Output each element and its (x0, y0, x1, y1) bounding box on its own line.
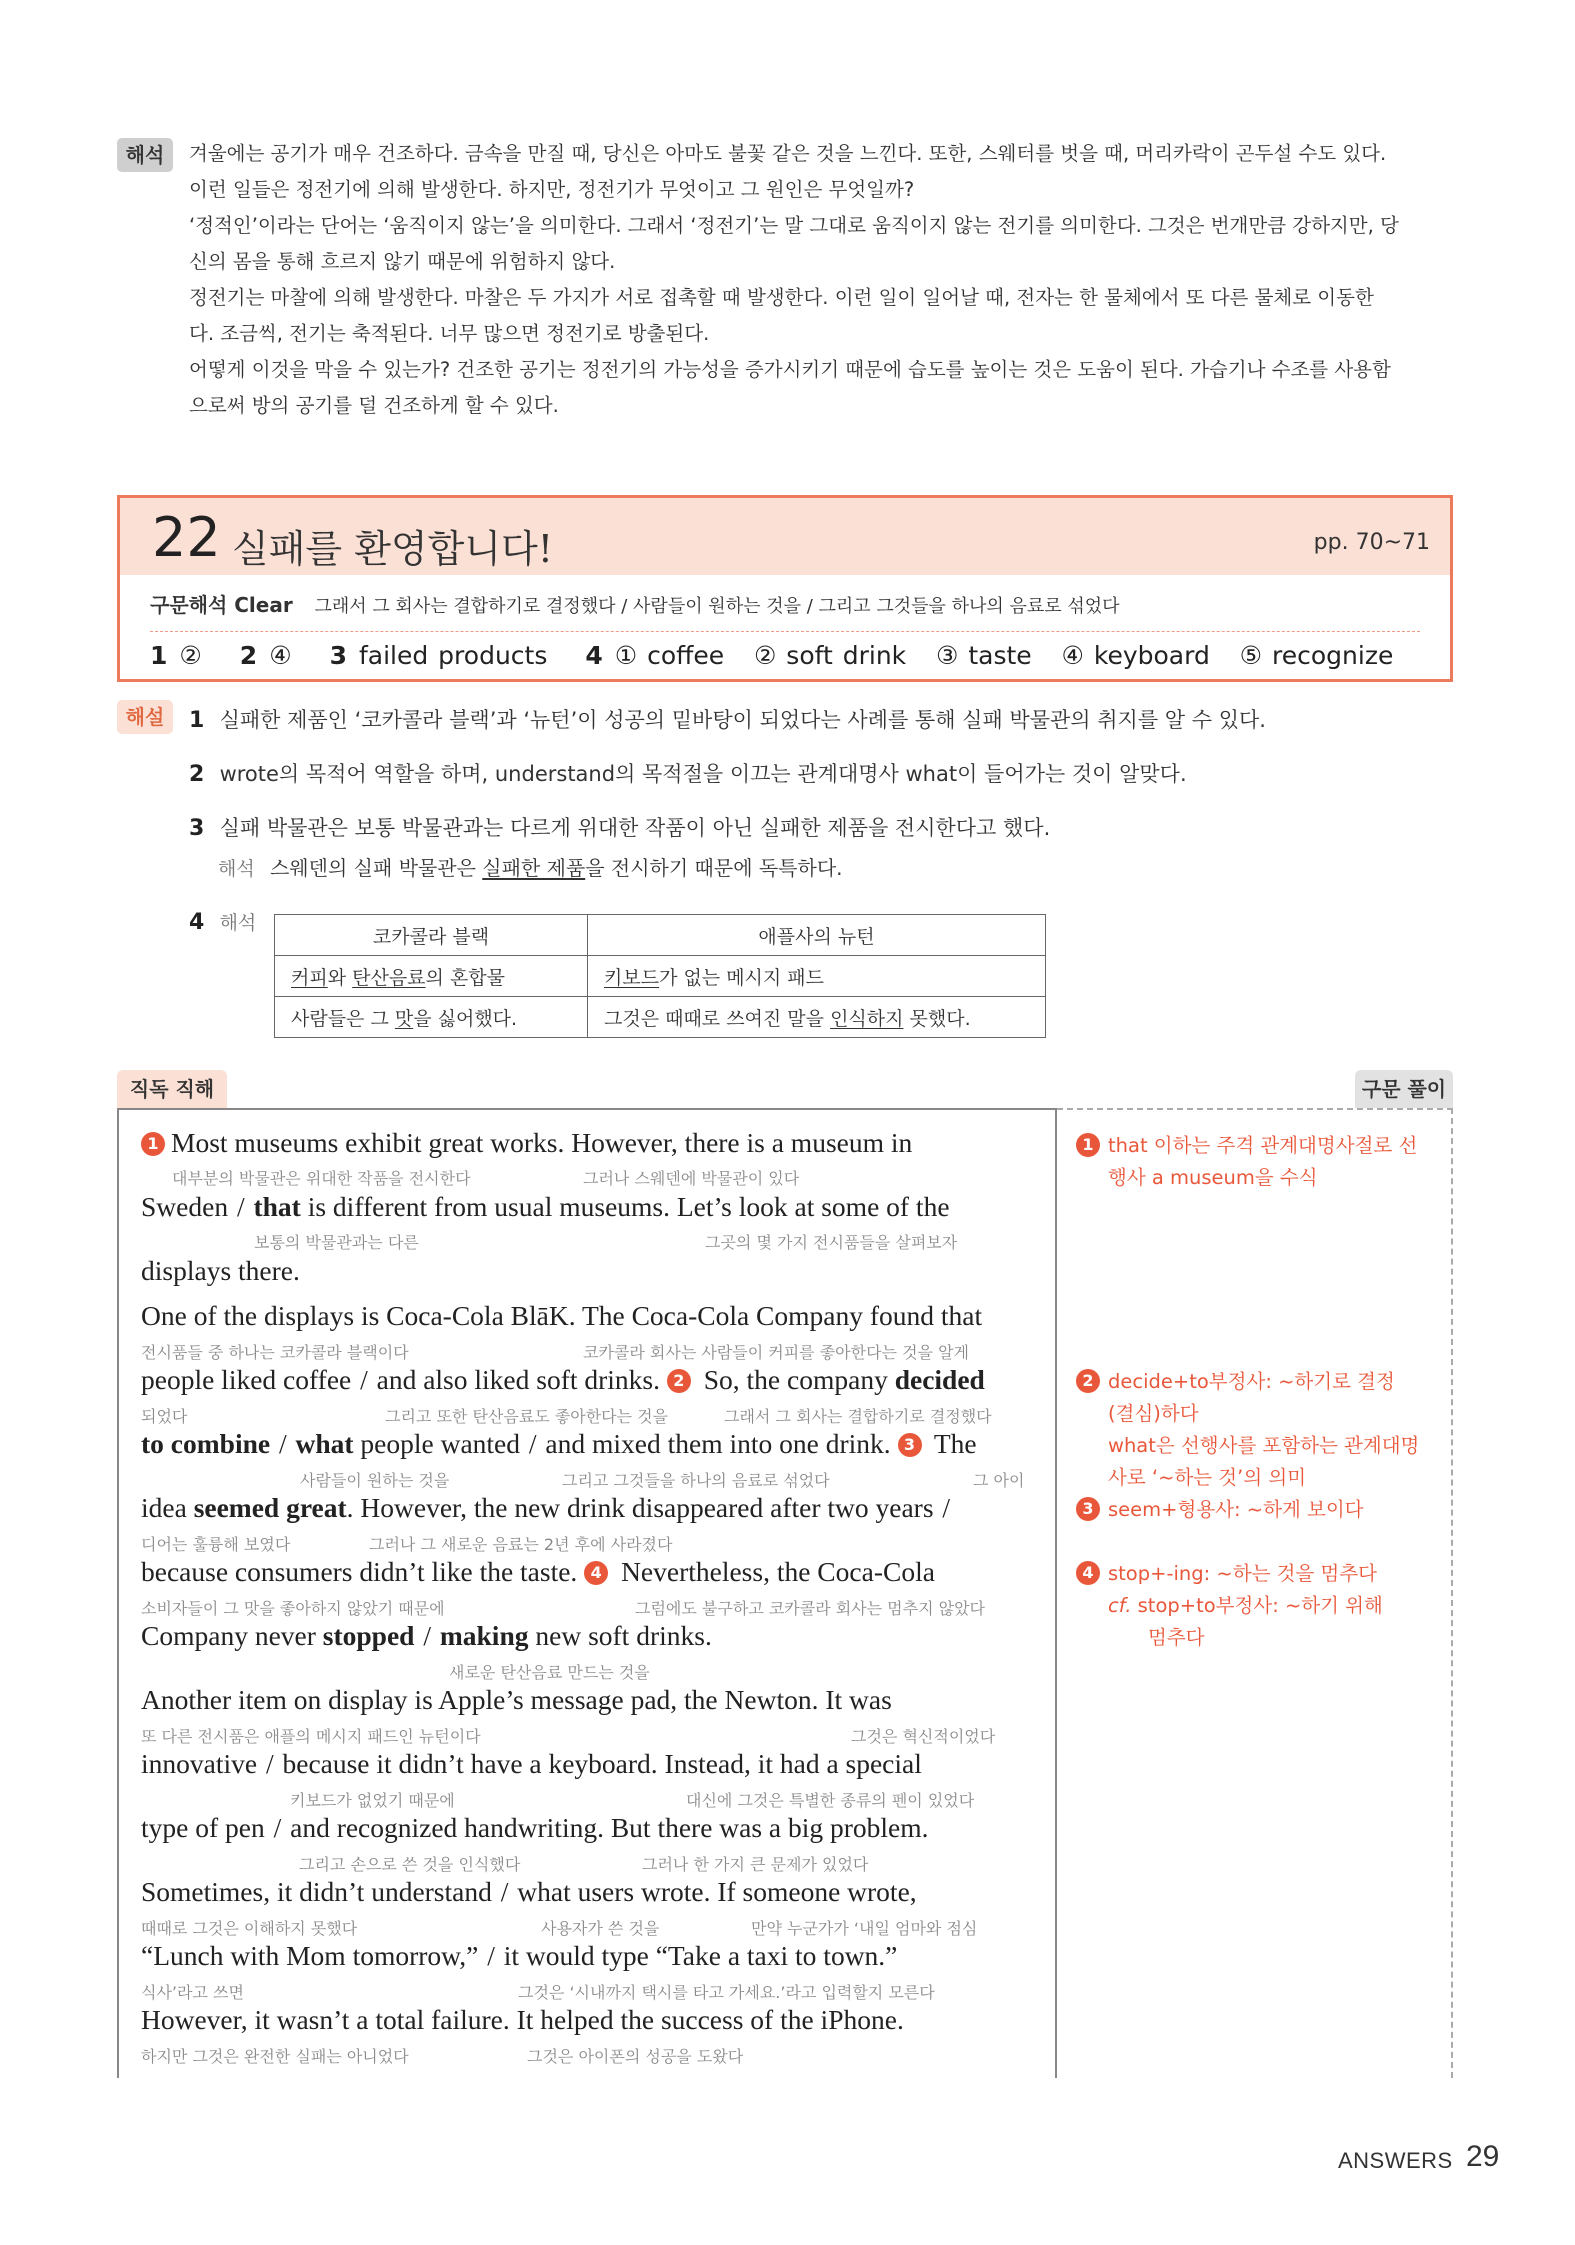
answer-number: 3 (329, 641, 347, 670)
table-cell (588, 956, 1046, 997)
gloss: 새로운 탄산음료 만드는 것을 (449, 1663, 650, 1682)
sub-text-underlined: 실패한 제품 (482, 856, 586, 880)
passage-text: Sometimes, it didn’t understand (141, 1876, 492, 1907)
cell-text: 의 혼합물 (425, 966, 506, 989)
explanation-item (189, 812, 1050, 842)
answer-value: failed products (358, 641, 548, 670)
passage-line (141, 1364, 985, 1396)
cell-underlined: 탄산음료 (352, 966, 426, 989)
passage-bold: decided (894, 1364, 985, 1395)
gloss: 사람들이 원하는 것을 (300, 1471, 450, 1490)
passage-line (141, 1492, 952, 1524)
explanation-item (189, 758, 1187, 788)
translation-line: 정전기는 마찰에 의해 발생한다. 마찰은 두 가지가 서로 접촉할 때 발생한다. 이런 일이 일어날 때, 전자는 한 물체에서 또 다른 물체로 이동한 (189, 286, 1374, 309)
cell-underlined: 맛 (394, 1007, 414, 1030)
passage-line (141, 1556, 935, 1588)
cell-text: 그것은 때때로 쓰여진 말을 (604, 1007, 831, 1030)
table-row (275, 956, 1046, 997)
item-number: 2 (189, 762, 205, 787)
syntax-clear-label: 구문해석 Clear (150, 593, 293, 617)
chunk-slash: / (528, 1428, 537, 1459)
chunk-slash: / (273, 1812, 282, 1843)
note-cf: cf. (1108, 1594, 1132, 1617)
passage-text: Company never (141, 1620, 323, 1651)
gloss: 사용자가 쓴 것을 (541, 1919, 660, 1938)
passage-text: Nevertheless, the Coca-Cola (614, 1556, 935, 1587)
lesson-pages: pp. 70~71 (1313, 530, 1430, 555)
passage-bold: that (253, 1191, 301, 1222)
chunk-slash: / (360, 1364, 368, 1395)
comparison-table (274, 914, 1046, 1038)
item-number: 1 (189, 708, 205, 733)
chunk-slash: / (265, 1748, 274, 1779)
gloss: 그러나 그 새로운 음료는 2년 후에 사라졌다 (369, 1535, 673, 1554)
answer-value: ② (179, 641, 202, 670)
passage-line (141, 1620, 712, 1652)
marker-1-icon: 1 (141, 1132, 165, 1156)
passage-line (141, 1812, 929, 1844)
gloss: 만약 누군가가 ‘내일 엄마와 점심 (751, 1919, 978, 1938)
marker-1-icon: 1 (1076, 1133, 1100, 1157)
passage-line (141, 1940, 897, 1972)
gloss: 또 다른 전시품은 애플의 메시지 패드인 뉴턴이다 (141, 1727, 481, 1746)
gloss: 코카콜라 회사는 사람들이 커피를 좋아한다는 것을 알게 (583, 1343, 970, 1362)
passage-text: So, the company (696, 1364, 895, 1395)
item-number: 3 (189, 816, 205, 841)
table-header: 코카콜라 블랙 (275, 915, 588, 956)
passage-text: and also liked soft drinks. (369, 1364, 667, 1395)
item-text: 실패한 제품인 ‘코카콜라 블랙’과 ‘뉴턴’이 성공의 밑바탕이 되었다는 사례를 통해 실패 박물관의 취지를 알 수 있다. (219, 708, 1266, 732)
gloss: 그것은 아이폰의 성공을 도왔다 (527, 2047, 744, 2066)
syntax-note-3 (1076, 1494, 1446, 1526)
cell-text: 와 (327, 966, 353, 989)
cell-underlined: 커피 (291, 966, 328, 989)
lesson-answer-box (117, 495, 1453, 682)
chunk-slash: / (423, 1620, 431, 1651)
gloss: 그리고 손으로 쓴 것을 인식했다 (299, 1855, 521, 1874)
sub-label: 해석 (219, 912, 257, 934)
table-header-row (275, 915, 1046, 956)
passage-text: people wanted (353, 1428, 527, 1459)
syntax-note-4 (1076, 1558, 1446, 1654)
explanation-item-4 (189, 908, 256, 935)
chunk-slash: / (500, 1876, 509, 1907)
passage-text: The (927, 1428, 977, 1459)
sub-label: 해석 (218, 858, 255, 880)
gloss: 그 아이 (973, 1471, 1025, 1490)
passage-line (141, 1191, 950, 1223)
passage-text: . However, the new drink disappeared after two years (346, 1492, 941, 1523)
table-cell (588, 997, 1046, 1038)
note-text: that 이하는 주격 관계대명사절로 선 (1108, 1134, 1418, 1157)
syntax-note-1 (1076, 1130, 1446, 1194)
note-text: seem+형용사: ~하게 보이다 (1108, 1498, 1364, 1521)
explanation-item (189, 704, 1266, 734)
note-text: stop+to부정사: ~하기 위해 (1131, 1594, 1383, 1617)
translation-line: 겨울에는 공기가 매우 건조하다. 금속을 만질 때, 당신은 아마도 불꽃 같은 것을 느낀다. 또한, 스웨터를 벗을 때, 머리카락이 곤두설 수도 있다. (189, 142, 1387, 165)
gloss: 보통의 박물관과는 다른 (254, 1233, 419, 1252)
gloss: 하지만 그것은 완전한 실패는 아니었다 (141, 2047, 409, 2066)
syntax-clear-row (150, 589, 1120, 618)
marker-3-icon: 3 (1076, 1497, 1100, 1521)
note-text: stop+-ing: ~하는 것을 멈추다 (1108, 1562, 1378, 1585)
item-text: 실패 박물관은 보통 박물관과는 다르게 위대한 작품이 아닌 실패한 제품을 전시한다고 했다. (219, 816, 1051, 840)
passage-line (141, 1127, 912, 1159)
syntax-clear-text: 그래서 그 회사는 결합하기로 결정했다 / 사람들이 원하는 것을 / 그리고 그것들을 하나의 음료로 섞었다 (314, 596, 1120, 617)
tab-syntax-notes: 구문 풀이 (1355, 1070, 1453, 1108)
chunk-slash: / (942, 1492, 951, 1523)
passage-line (141, 1428, 977, 1460)
passage-text: it would type “Take a taxi to town.” (496, 1940, 898, 1971)
gloss: 대신에 그것은 특별한 종류의 펜이 있었다 (686, 1791, 975, 1810)
passage-line: However, it wasn’t a total failure. It helped the success of the iPhone. (141, 2004, 904, 2035)
chunk-slash: / (278, 1428, 287, 1459)
passage-bold: seemed great (193, 1492, 347, 1523)
gloss: 그러나 한 가지 큰 문제가 있었다 (642, 1855, 869, 1874)
note-text: 사로 ‘~하는 것’의 의미 (1108, 1466, 1307, 1489)
note-text: 멈추다 (1148, 1626, 1205, 1649)
cell-text: 못했다. (903, 1007, 971, 1030)
note-text: decide+to부정사: ~하기로 결정 (1108, 1370, 1395, 1393)
gloss: 그럼에도 불구하고 코카콜라 회사는 멈추지 않았다 (635, 1599, 986, 1618)
lesson-title: 실패를 환영합니다! (232, 527, 554, 571)
gloss: 그곳의 몇 가지 전시품들을 살펴보자 (705, 1233, 958, 1252)
gloss: 키보드가 없었기 때문에 (290, 1791, 455, 1810)
marker-3-icon: 3 (898, 1433, 922, 1457)
item3-translation (218, 852, 843, 881)
table-header: 애플사의 뉴턴 (588, 915, 1046, 956)
gloss: 그리고 또한 탄산음료도 좋아한다는 것을 (385, 1407, 669, 1426)
passage-text: and mixed them into one drink. (538, 1428, 898, 1459)
syntax-note-2 (1076, 1366, 1446, 1494)
passage-text: people liked coffee (141, 1364, 352, 1395)
gloss: 그러나 스웨덴에 박물관이 있다 (583, 1169, 800, 1188)
lesson-number: 22 (152, 506, 221, 569)
gloss: 그리고 그것들을 하나의 음료로 섞었다 (562, 1471, 830, 1490)
chunk-slash: / (487, 1940, 495, 1971)
gloss: 때때로 그것은 이해하지 못했다 (141, 1919, 358, 1938)
passage-line (141, 1748, 922, 1780)
gloss: 되었다 (141, 1407, 188, 1426)
passage-text: because it didn’t have a keyboard. Instead, it had a special (275, 1748, 922, 1779)
note-text: 행사 a museum을 수식 (1108, 1166, 1318, 1189)
passage-line: Another item on display is Apple’s message pad, the Newton. It was (141, 1684, 892, 1715)
note-text: (결심)하다 (1108, 1402, 1199, 1425)
table-cell (275, 956, 588, 997)
translation-line: 으로써 방의 공기를 덜 건조하게 할 수 있다. (189, 394, 559, 417)
cell-text: 가 없는 메시지 패드 (659, 966, 825, 989)
passage-text: because consumers didn’t like the taste. (141, 1556, 585, 1587)
answer-value: ④ (269, 641, 292, 670)
passage-text: new soft drinks. (528, 1620, 712, 1651)
tab-direct-reading: 직독 직해 (117, 1070, 227, 1108)
footer-section-label: ANSWERS (1338, 2148, 1453, 2173)
answer-number: 1 (150, 641, 168, 670)
translation-line: 어떻게 이것을 막을 수 있는가? 건조한 공기는 정전기의 가능성을 증가시키기 때문에 습도를 높이는 것은 도움이 된다. 가습기나 수조를 사용함 (189, 358, 1391, 381)
passage-line: One of the displays is Coca-Cola BlāK. The Coca-Cola Company found that (141, 1300, 983, 1331)
passage-text: is different from usual museums. Let’s look at some of the (300, 1191, 950, 1222)
cell-underlined: 인식하지 (830, 1007, 904, 1030)
marker-2-icon: 2 (1076, 1369, 1100, 1393)
passage-bold: stopped (322, 1620, 415, 1651)
passage-text: what users wrote. If someone wrote, (510, 1876, 917, 1907)
translation-line: 이런 일들은 정전기에 의해 발생한다. 하지만, 정전기가 무엇이고 그 원인은 무엇일까? (189, 178, 915, 201)
marker-4-icon: 4 (1076, 1561, 1100, 1585)
note-text: what은 선행사를 포함하는 관계대명 (1108, 1434, 1420, 1457)
page-number: 29 (1466, 2140, 1500, 2173)
gloss: 그래서 그 회사는 결합하기로 결정했다 (724, 1407, 992, 1426)
passage-text: and recognized handwriting. But there was a big problem. (283, 1812, 929, 1843)
passage-bold: what (295, 1428, 354, 1459)
passage-line (141, 1876, 917, 1908)
translation-line: 다. 조금씩, 전기는 축적된다. 너무 많으면 정전기로 방출된다. (189, 322, 710, 345)
passage-line: displays there. (141, 1255, 300, 1286)
passage-text: Most museums exhibit great works. However, there is a museum in (171, 1127, 913, 1158)
answer-number: 4 (585, 641, 603, 670)
gloss: 그것은 혁신적이었다 (851, 1727, 996, 1746)
translation-label: 해석 (117, 138, 173, 172)
marker-4-icon: 4 (584, 1561, 608, 1585)
table-row (275, 997, 1046, 1038)
answer-value: ① coffee ② soft drink ③ taste ④ keyboard ⑤ recognize (614, 641, 1394, 670)
lesson-header (120, 498, 1450, 575)
item-text: wrote의 목적어 역할을 하며, understand의 목적절을 이끄는 관계대명사 what이 들어가는 것이 알맞다. (219, 762, 1187, 786)
sub-text: 을 전시하기 때문에 독특하다. (585, 856, 843, 880)
answer-key-row (150, 641, 1421, 670)
item-number: 4 (189, 910, 205, 935)
marker-2-icon: 2 (667, 1369, 691, 1393)
gloss: 그것은 ‘시내까지 택시를 타고 가세요.’라고 입력할지 모른다 (518, 1983, 935, 2002)
gloss: 대부분의 박물관은 위대한 작품을 전시한다 (172, 1169, 471, 1188)
passage-bold: making (439, 1620, 529, 1651)
cell-text: 을 싫어했다. (413, 1007, 518, 1030)
cell-underlined: 키보드 (604, 966, 660, 989)
table-cell (275, 997, 588, 1038)
gloss: 디어는 훌륭해 보였다 (141, 1535, 291, 1554)
chunk-slash: / (236, 1191, 245, 1222)
translation-line: 신의 몸을 통해 흐르지 않기 때문에 위험하지 않다. (189, 250, 616, 273)
divider (150, 631, 1420, 632)
gloss: 전시품들 중 하나는 코카콜라 블랙이다 (141, 1343, 409, 1362)
gloss: 소비자들이 그 맛을 좋아하지 않았기 때문에 (141, 1599, 445, 1618)
passage-text: idea (141, 1492, 194, 1523)
gloss: 식사’라고 쓰면 (141, 1983, 244, 2002)
cell-text: 사람들은 그 (291, 1007, 395, 1030)
passage-bold: to combine (141, 1428, 271, 1459)
passage-text: Sweden (141, 1191, 229, 1222)
translation-line: ‘정적인’이라는 단어는 ‘움직이지 않는’을 의미한다. 그래서 ‘정전기’는 말 그대로 움직이지 않는 전기를 의미한다. 그것은 번개만큼 강하지만, 당 (189, 214, 1399, 237)
passage-text: innovative (141, 1748, 258, 1779)
explanation-label: 해설 (117, 700, 173, 734)
answer-number: 2 (239, 641, 258, 670)
sub-text: 스웨덴의 실패 박물관은 (269, 856, 483, 880)
passage-text: “Lunch with Mom tomorrow,” (141, 1940, 479, 1971)
passage-text: type of pen (141, 1812, 265, 1843)
